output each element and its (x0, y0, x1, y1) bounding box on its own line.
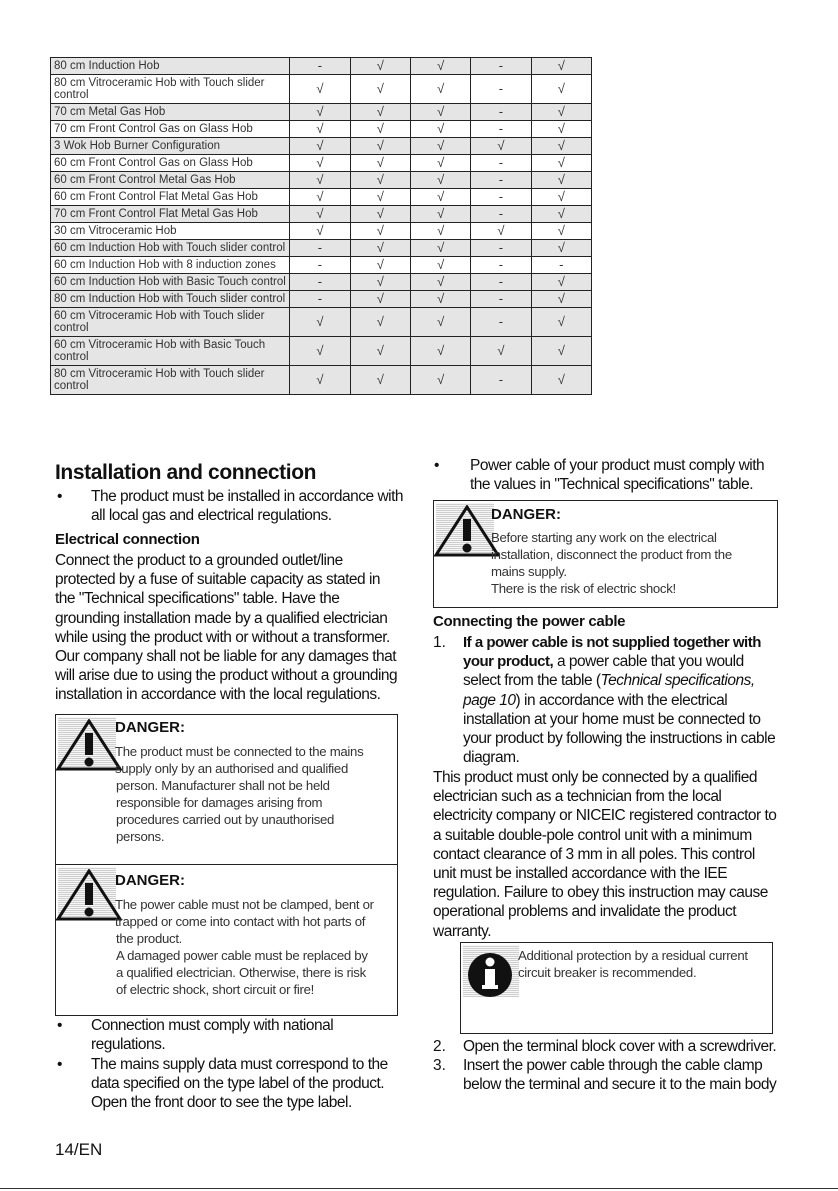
hob-name-cell: 70 cm Front Control Gas on Glass Hob (51, 121, 290, 138)
compat-cell: √ (290, 121, 350, 138)
compat-cell: √ (471, 223, 531, 240)
hob-name-cell: 80 cm Vitroceramic Hob with Touch slider control (51, 75, 290, 104)
hob-name-cell: 80 cm Vitroceramic Hob with Touch slider control (51, 366, 290, 395)
compat-cell: √ (410, 121, 470, 138)
compat-cell: √ (410, 206, 470, 223)
compat-cell: √ (531, 274, 591, 291)
hob-name-cell: 80 cm Induction Hob with Touch slider control (51, 291, 290, 308)
hob-name-cell: 70 cm Front Control Flat Metal Gas Hob (51, 206, 290, 223)
table-row (51, 206, 592, 223)
page-number: 14/EN (55, 1140, 103, 1159)
bullet-item: • Connection must comply with national regulations. (57, 1017, 334, 1054)
compat-cell: √ (531, 104, 591, 121)
table-row (51, 366, 592, 395)
hob-name-cell: 60 cm Induction Hob with Basic Touch control (51, 274, 290, 291)
bullet-item: • The mains supply data must correspond to the data specified on the type label of the product. Open the front door to see the type label. (57, 1056, 388, 1112)
table-row (51, 172, 592, 189)
compat-cell: √ (350, 291, 410, 308)
table-row (51, 189, 592, 206)
step-number: 2. (433, 1038, 446, 1055)
compat-cell: √ (290, 206, 350, 223)
compat-cell: √ (350, 121, 410, 138)
table-row (51, 58, 592, 75)
compat-cell: - (471, 308, 531, 337)
compat-cell: √ (410, 104, 470, 121)
hob-name-cell: 60 cm Front Control Gas on Glass Hob (51, 155, 290, 172)
table-row (51, 155, 592, 172)
step-2: Open the terminal block cover with a screwdriver. (463, 1038, 777, 1055)
compat-cell: √ (290, 308, 350, 337)
compat-cell: √ (350, 366, 410, 395)
step-number: 3. (433, 1057, 446, 1074)
table-row (51, 257, 592, 274)
subheading-electrical: Electrical connection (55, 531, 200, 548)
compat-cell: - (290, 291, 350, 308)
compat-cell: √ (290, 366, 350, 395)
hob-name-cell: 3 Wok Hob Burner Configuration (51, 138, 290, 155)
compat-cell: √ (350, 337, 410, 366)
hob-name-cell: 30 cm Vitroceramic Hob (51, 223, 290, 240)
table-row (51, 274, 592, 291)
hob-compatibility-table (50, 57, 592, 395)
compat-cell: √ (531, 366, 591, 395)
compat-cell: - (471, 189, 531, 206)
compat-cell: √ (290, 172, 350, 189)
table-row (51, 121, 592, 138)
compat-cell: √ (350, 223, 410, 240)
warning-triangle-icon (56, 869, 122, 921)
compat-cell: √ (531, 291, 591, 308)
compat-cell: √ (290, 138, 350, 155)
compat-cell: - (290, 257, 350, 274)
compat-cell: - (471, 58, 531, 75)
compat-cell: √ (471, 138, 531, 155)
compat-cell: √ (350, 274, 410, 291)
hob-name-cell: 60 cm Induction Hob with 8 induction zones (51, 257, 290, 274)
compat-cell: √ (410, 155, 470, 172)
compat-cell: √ (290, 155, 350, 172)
step-1: If a power cable is not supplied together with your product, a power cable that you would select from the table (Technical specifications, page 10) in accordance with the electrical installation at your home must be connected to your product by following the instructions in cable diagram. (463, 634, 776, 767)
compat-cell: √ (410, 291, 470, 308)
danger-box: DANGER: The power cable must not be clamped, bent or trapped or come into contact with hot parts of the product. A damaged power cable must be replaced by a qualified electrician. Otherwise, there is risk of electric shock, short circuit or fire! (55, 864, 398, 1016)
compat-cell: √ (531, 240, 591, 257)
bullet-item: • The product must be installed in accordance with all local gas and electrical regulations. (57, 488, 404, 525)
bullet-item: • Power cable of your product must comply with the values in "Technical specifications" table. (434, 457, 765, 494)
hob-name-cell: 60 cm Front Control Flat Metal Gas Hob (51, 189, 290, 206)
compat-cell: √ (350, 189, 410, 206)
compat-cell: √ (290, 189, 350, 206)
step-number: 1. (433, 634, 446, 651)
compat-cell: √ (471, 337, 531, 366)
table-row (51, 223, 592, 240)
info-box: Additional protection by a residual current circuit breaker is recommended. (460, 942, 773, 1034)
compat-cell: - (471, 172, 531, 189)
compat-cell: √ (410, 138, 470, 155)
hob-name-cell: 80 cm Induction Hob (51, 58, 290, 75)
compat-cell: √ (350, 308, 410, 337)
compat-cell: √ (350, 75, 410, 104)
table-row (51, 104, 592, 121)
info-icon (463, 947, 517, 999)
compat-cell: √ (531, 308, 591, 337)
table-row (51, 337, 592, 366)
footer-rule (0, 1188, 838, 1189)
compat-cell: - (471, 274, 531, 291)
compat-cell: √ (410, 337, 470, 366)
compat-cell: - (471, 75, 531, 104)
compat-cell: √ (350, 240, 410, 257)
compat-cell: √ (350, 104, 410, 121)
compat-cell: √ (531, 223, 591, 240)
hob-name-cell: 60 cm Vitroceramic Hob with Touch slider control (51, 308, 290, 337)
compat-cell: - (290, 58, 350, 75)
subheading-power-cable: Connecting the power cable (433, 613, 626, 630)
compat-cell: √ (531, 58, 591, 75)
compat-cell: - (471, 121, 531, 138)
compat-cell: √ (410, 308, 470, 337)
table-row (51, 138, 592, 155)
warning-triangle-icon (56, 719, 122, 771)
table-row (51, 291, 592, 308)
compat-cell: √ (410, 274, 470, 291)
danger-box: DANGER: The product must be connected to the mains supply only by an authorised and qualified person. Manufacturer shall not be held responsible for damages arising from procedures carried out by unauthorised persons. (55, 714, 398, 866)
danger-box: DANGER: Before starting any work on the electrical installation, disconnect the product from the mains supply. There is the risk of electric shock! (433, 500, 778, 608)
compat-cell: √ (410, 189, 470, 206)
compat-cell: √ (410, 223, 470, 240)
compat-cell: - (471, 366, 531, 395)
compat-cell: √ (531, 138, 591, 155)
table-row (51, 75, 592, 104)
table-row (51, 240, 592, 257)
compat-cell: - (471, 291, 531, 308)
compat-cell: - (471, 155, 531, 172)
compat-cell: √ (531, 189, 591, 206)
compat-cell: - (471, 104, 531, 121)
compat-cell: - (471, 240, 531, 257)
qualified-electrician-paragraph: This product must only be connected by a qualified electrician such as a technician from the local electricity company or NICEIC registered contractor to a suitable double-pole control unit with a minimum contact clearance of 3 mm in all poles. This control unit must be installed accordance with the IEE regulation. Failure to obey this instruction may cause operational problems and invalidate the product warranty. (433, 769, 777, 940)
compat-cell: √ (410, 240, 470, 257)
compat-cell: √ (290, 223, 350, 240)
compat-cell: √ (350, 172, 410, 189)
compat-cell: √ (410, 58, 470, 75)
compat-cell: √ (410, 172, 470, 189)
compat-cell: √ (531, 172, 591, 189)
compat-cell: √ (350, 58, 410, 75)
compat-cell: √ (410, 366, 470, 395)
table-row (51, 308, 592, 337)
step-3: Insert the power cable through the cable clamp below the terminal and secure it to the main body (463, 1057, 777, 1094)
compat-cell: - (471, 206, 531, 223)
compat-cell: √ (290, 337, 350, 366)
compat-cell: √ (350, 155, 410, 172)
compat-cell: √ (410, 257, 470, 274)
compat-cell: - (290, 240, 350, 257)
compat-cell: √ (531, 121, 591, 138)
compat-cell: √ (350, 138, 410, 155)
compat-cell: √ (531, 75, 591, 104)
hob-name-cell: 70 cm Metal Gas Hob (51, 104, 290, 121)
compat-cell: √ (290, 104, 350, 121)
section-heading: Installation and connection (55, 461, 317, 484)
compat-cell: √ (531, 337, 591, 366)
compat-cell: - (531, 257, 591, 274)
compat-cell: √ (531, 206, 591, 223)
compat-cell: - (290, 274, 350, 291)
compat-cell: √ (350, 257, 410, 274)
compat-cell: √ (350, 206, 410, 223)
compat-cell: - (471, 257, 531, 274)
compat-cell: √ (290, 75, 350, 104)
hob-name-cell: 60 cm Front Control Metal Gas Hob (51, 172, 290, 189)
compat-cell: √ (410, 75, 470, 104)
compat-cell: √ (531, 155, 591, 172)
hob-name-cell: 60 cm Vitroceramic Hob with Basic Touch control (51, 337, 290, 366)
electrical-paragraph: Connect the product to a grounded outlet/line protected by a fuse of suitable capacity as stated in the "Technical specifications" table. Have the grounding installation made by a qualified electrician while using the product with or without a transformer. Our company shall not be liable for any damages that will arise due to using the product without a grounding installation in accordance with the local regulations. (55, 552, 398, 704)
hob-name-cell: 60 cm Induction Hob with Touch slider control (51, 240, 290, 257)
